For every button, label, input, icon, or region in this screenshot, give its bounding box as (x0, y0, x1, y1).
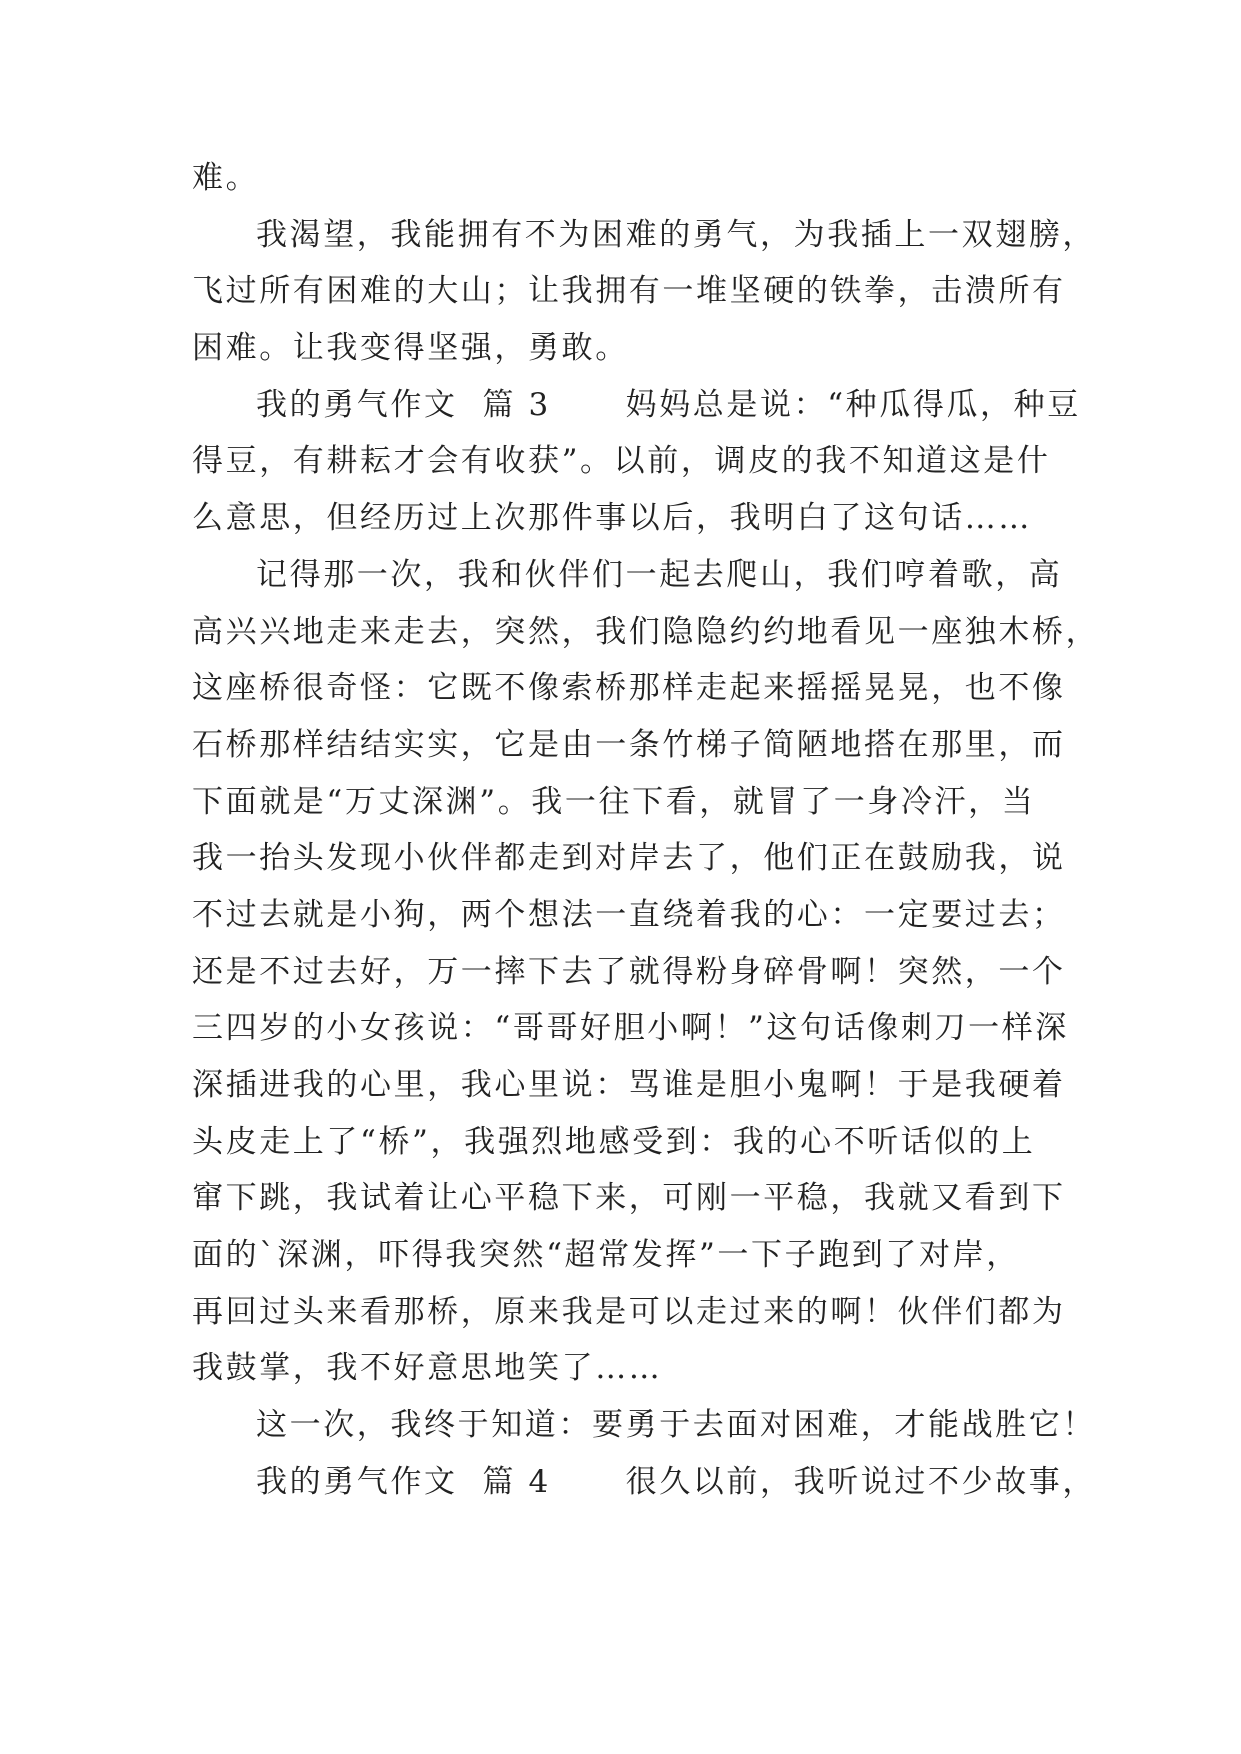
text-line: 头皮走上了“桥”，我强烈地感受到：我的心不听话似的上 (192, 1123, 1036, 1160)
text-line: 困难。让我变得坚强，勇敢。 (192, 330, 629, 367)
text-line: 不过去就是小狗，两个想法一直绕着我的心：一定要过去； (192, 896, 1066, 933)
text-line: 还是不过去好，万一摔下去了就得粉身碎骨啊！突然，一个 (192, 953, 1066, 990)
text-line: 三四岁的小女孩说：“哥哥好胆小啊！”这句话像刺刀一样深 (192, 1010, 1069, 1047)
text-line: 下面就是“万丈深渊”。我一往下看，就冒了一身冷汗，当 (192, 783, 1036, 820)
text-line: 高兴兴地走来走去，突然，我们隐隐约约地看见一座独木桥， (192, 613, 1100, 650)
text-line: 这一次，我终于知道：要勇于去面对困难，才能战胜它！ (256, 1407, 1096, 1444)
section-heading-line: 我的勇气作文 篇 4 很久以前，我听说过不少故事， (256, 1463, 1097, 1500)
text-line: 这座桥很奇怪：它既不像索桥那样走起来摇摇晃晃，也不像 (192, 670, 1066, 707)
text-line: 得豆，有耕耘才会有收获”。以前，调皮的我不知道这是什 (192, 443, 1051, 480)
text-line: 记得那一次，我和伙伴们一起去爬山，我们哼着歌，高 (256, 556, 1063, 593)
text-line: 飞过所有困难的大山；让我拥有一堆坚硬的铁拳，击溃所有 (192, 273, 1066, 310)
text-line: 窜下跳，我试着让心平稳下来，可刚一平稳，我就又看到下 (192, 1180, 1066, 1217)
document-body (192, 150, 1100, 1511)
text-line: 么意思，但经历过上次那件事以后，我明白了这句话…… (192, 500, 1032, 537)
text-line: 再回过头来看那桥，原来我是可以走过来的啊！伙伴们都为 (192, 1293, 1066, 1330)
text-line: 我渴望，我能拥有不为困难的勇气，为我插上一双翅膀， (256, 216, 1096, 253)
text-line: 我鼓掌，我不好意思地笑了…… (192, 1350, 663, 1387)
text-line: 石桥那样结结实实，它是由一条竹梯子简陋地搭在那里，而 (192, 726, 1066, 763)
text-line: 难。 (192, 160, 260, 196)
text-line: 深插进我的心里，我心里说：骂谁是胆小鬼啊！于是我硬着 (192, 1067, 1066, 1103)
text-line: 我一抬头发现小伙伴都走到对岸去了，他们正在鼓励我，说 (192, 840, 1066, 877)
section-heading-line: 我的勇气作文 篇 3 妈妈总是说：“种瓜得瓜，种豆 (256, 386, 1081, 423)
text-line: 面的`深渊，吓得我突然“超常发挥”一下子跑到了对岸， (192, 1237, 1020, 1274)
